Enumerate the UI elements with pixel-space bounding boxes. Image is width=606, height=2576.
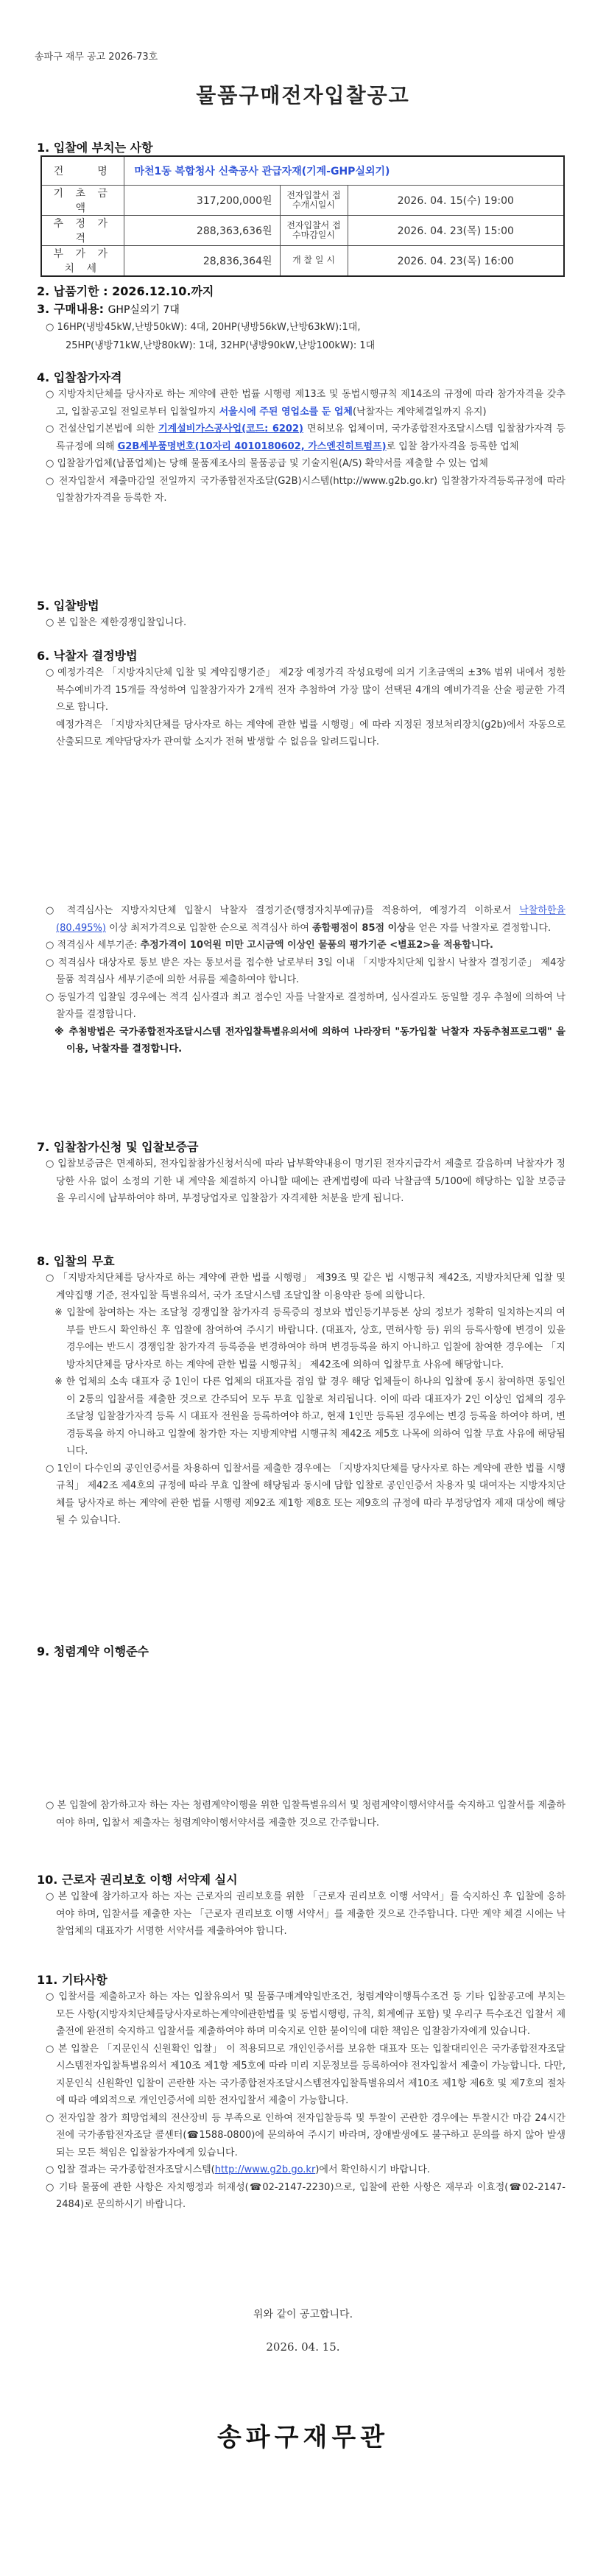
publication-number: 송파구 재무 공고 2026-73호: [35, 52, 158, 63]
section-3-title: [37, 300, 180, 317]
estimated-price-value: 288,363,636원: [124, 215, 280, 245]
opening-label: 개 찰 일 시: [280, 245, 348, 276]
bid-start-value: 2026. 04. 15(수) 19:00: [348, 185, 564, 215]
section-3-heading: 3. 구매내용:: [37, 302, 108, 316]
opening-value: 2026. 04. 23(목) 16:00: [348, 245, 564, 276]
award-note: ※ 추첨방법은 국가종합전자조달시스템 전자입찰특별유의서에 의하여 나라장터 "동가입찰 낙찰자 자동추첨프로그램" 을 이용, 낙찰자를 결정합니다.: [54, 1026, 566, 1055]
bid-start-label: 전자입찰서 접수개시일시: [280, 185, 348, 215]
section-1-title: 1. 입찰에 부치는 사항: [37, 141, 153, 155]
qual-item-4: ○ 전자입찰서 제출마감일 전일까지 국가종합전자조달(G2B)시스템(http://www.g2b.go.kr) 입찰참가자격등록규정에 따라 입찰참가자격을 등록한 자.: [46, 475, 566, 504]
qual-item-1: ○ 지방자치단체를 당사자로 하는 계약에 관한 법률 시행령 제13조 및 동법시행규칙 제14조의 규정에 따라 참가자격을 갖추고, 입찰공고일 전일로부터 입찰일까지 서울시에 주된 영업소를 둔 업체(낙찰자는 계약체결일까지 유지): [46, 389, 566, 418]
section-7-body: [46, 1155, 566, 1208]
section-6-title: 6. 낙찰자 결정방법: [37, 649, 138, 663]
qual-item-3: ○ 입찰참가업체(납품업체)는 당해 물품제조사의 물품공급 및 기술지원(A/S) 확약서를 제출할 수 있는 업체: [46, 458, 488, 469]
award-item-2: 예정가격은 「지방자치단체를 당사자로 하는 계약에 관한 법률 시행령」에 따라 지정된 정보처리장치(g2b)에서 자동으로 산출되므로 계약담당자가 관여할 소지가 전혀 발생할 수 없음을 알려드립니다.: [56, 719, 566, 747]
project-value: 마천1동 복합청사 신축공사 관급자재(기계-GHP실외기): [124, 156, 564, 185]
section-5-title: 5. 입찰방법: [37, 599, 99, 613]
vat-value: 28,836,364원: [124, 245, 280, 276]
section-8-body: [46, 1270, 566, 1530]
base-amount-value: 317,200,000원: [124, 185, 280, 215]
award-item-3: ○ 적격심사는 지방자치단체 입찰시 낙찰자 결정기준(행정자치부예규)를 적용하여, 예정가격 이하로서 낙찰하한율(80.495%) 이상 최저가격으로 입찰한 순으로 적격심사 하여 종합평점이 85점 이상을 얻은 자를 낙찰자로 결정합니다.: [46, 905, 566, 934]
invalid-note-1: ※ 입찰에 참여하는 자는 조달청 경쟁입찰 참가자격 등록증의 정보와 법인등기부등본 상의 정보가 정확히 일치하는지의 여부를 반드시 확인하신 후 입찰에 참여하여 주시기 바랍니다. (대표자, 상호, 면허사항 등) 위의 등록사항에 변경이 있을 경우에는 반드시 경쟁입찰 참가자격 등록증을 변경하여야 하며 변경등록을 하지 아니하고 입찰에 참여한 경우에는 「지방자치단체를 당사자로 하는 계약에 관한 법률 시행규칙」 제42조에 의하여 입찰무효 사유에 해당합니다.: [54, 1307, 566, 1370]
spec-line-2: 25HP(냉방71kW,난방80kW): 1대, 32HP(냉방90kW,난방100kW): 1대: [66, 340, 376, 351]
section-11-body: [46, 1988, 566, 2214]
vat-label: 부 가 가 치 세: [41, 245, 124, 276]
invalid-item-1: ○ 「지방자치단체를 당사자로 하는 계약에 관한 법률 시행령」 제39조 및 같은 법 시행규칙 제42조, 지방자치단체 입찰 및 계약집행 기준, 전자입찰 특별유의서, 국가 조달시스템 조달입찰 이용약관 등에 의합니다.: [46, 1273, 566, 1301]
section-4-body: [46, 386, 566, 507]
deposit-text: ○ 입찰보증금은 면제하되, 전자입찰참가신청서식에 따라 납부확약내용이 명기된 전자지급각서 제출로 갈음하며 낙찰자가 정당한 사유 없이 소정의 기한 내 계약을 체결하지 아니할 때에는 관계법령에 따라 낙찰금액 5/100에 해당하는 입찰 보증금을 우리시에 납부하여야 하며, 부정당업자로 입찰참가 자격제한 처분을 받게 됩니다.: [46, 1158, 566, 1204]
integrity-text: ○ 본 입찰에 참가하고자 하는 자는 청렴계약이행을 위한 입찰특별유의서 및 청렴계약이행서약서를 숙지하고 입찰서를 제출하여야 하며, 입찰서 제출자는 청렴계약이행서약서를 제출한 것으로 간주합니다.: [46, 1800, 566, 1829]
section-7-title: 7. 입찰참가신청 및 입찰보증금: [37, 1140, 199, 1154]
bid-end-value: 2026. 04. 23(목) 15:00: [348, 215, 564, 245]
section-3-summary: GHP실외기 7대: [108, 304, 180, 316]
page-title: 물품구매전자입찰공고: [196, 83, 410, 108]
section-4-title: 4. 입찰참가자격: [37, 370, 122, 384]
invalid-note-2: ※ 한 업체의 소속 대표자 중 1인이 다른 업체의 대표자를 겸임 할 경우 해당 업체들이 하나의 입찰에 동시 참여하면 동일인이 2통의 입찰서를 제출한 것으로 간주되어 모두 무효 입찰로 처리됩니다. 이에 따라 대표자가 2인 이상인 업체의 경우 조달청 입찰참가자격 등록 시 대표자 전원을 등록하여야 하고, 현재 1인만 등록된 경우에는 변경 등록을 하여야 하며, 변경등록을 하지 아니하고 입찰에 참가한 자는 지방계약법 시행규칙 제42조 제5호 나목에 의하여 입찰 무효 사유에 해당됩니다.: [54, 1376, 566, 1457]
qual-item-2: ○ 건설산업기본법에 의한 기계설비가스공사업(코드: 6202) 면허보유 업체이며, 국가종합전자조달시스템 입찰참가자격 등록규정에 의해 G2B세부품명번호(10자리 4010180602, 가스엔진히트펌프)로 입찰 참가자격을 등록한 업체: [46, 423, 566, 452]
bid-end-label: 전자입찰서 접수마감일시: [280, 215, 348, 245]
section-9-body: [46, 1797, 566, 1831]
misc-item-3: ○ 전자입찰 참가 희망업체의 전산장비 등 부족으로 인하여 전자입찰등록 및 투찰이 곤란한 경우에는 투찰시간 마감 24시간 전에 국가종합전자조달 콜센터(☎1588-0800)에 문의하여 주시기 바라며, 장애발생에도 불구하고 문의를 하지 않아 발생되는 모든 책임은 입찰참가자에게 있습니다.: [46, 2112, 566, 2158]
misc-item-5: ○ 기타 물품에 관한 사항은 자치행정과 허재성(☎02-2147-2230)으로, 입찰에 관한 사항은 재무과 이효정(☎02-2147-2484)로 문의하시기 바랍니다.: [46, 2181, 566, 2210]
estimated-price-label: 추 정 가 격: [41, 215, 124, 245]
spec-line-1: ○ 16HP(냉방45kW,난방50kW): 4대, 20HP(냉방56kW,난방63kW):1대,: [46, 322, 361, 333]
base-amount-label: 기 초 금 액: [41, 185, 124, 215]
notice-date: 2026. 04. 15.: [266, 2340, 340, 2354]
method-text: ○ 본 입찰은 제한경쟁입찰입니다.: [46, 617, 187, 628]
project-label: 건 명: [41, 156, 124, 185]
award-item-5: ○ 적격심사 대상자로 통보 받은 자는 통보서를 접수한 날로부터 3일 이내 「지방자치단체 입찰시 낙찰자 결정기준」 제4장 물품 적격심사 세부기준에 의한 서류를 제출하여야 합니다.: [46, 957, 566, 985]
labor-rights-text: ○ 본 입찰에 참가하고자 하는 자는 근로자의 권리보호를 위한 「근로자 권리보호 이행 서약서」를 숙지하신 후 입찰에 응하여야 하며, 입찰서를 제출한 자는 「근로자 권리보호 이행 서약서」를 제출한 것으로 간주합니다. 다만 계약 체결 시에는 낙찰업체의 대표자가 서명한 서약서를 제출하여야 합니다.: [46, 1891, 566, 1937]
misc-item-1: ○ 입찰서를 제출하고자 하는 자는 입찰유의서 및 물품구매계약일반조건, 청렴계약이행특수조건 등 기타 입찰공고에 부치는 모든 사항(지방자치단체를당사자로하는계약에관한법률 및 동법시행령, 규칙, 회계예규 포함) 및 우리구 특수조건 입찰서 제출전에 완전히 숙지하고 입찰서를 제출하여야 하며 미숙지로 인한 불이익에 대한 책임은 입찰참가자에게 있습니다.: [46, 1991, 566, 2037]
g2b-link[interactable]: http://www.g2b.go.kr: [214, 2164, 316, 2175]
award-item-1: ○ 예정가격은 「지방자치단체 입찰 및 계약집행기준」 제2장 예정가격 작성요령에 의거 기초금액의 ±3% 범위 내에서 정한 복수예비가격 15개를 작성하여 입찰참가자가 2개씩 전자 추첨하여 가장 많이 선택된 4개의 예비가격을 산술 평균한 가격으로 합니다.: [46, 667, 566, 713]
section-10-body: [46, 1888, 566, 1940]
section-11-title: 11. 기타사항: [37, 1973, 108, 1987]
award-item-6: ○ 동일가격 입찰일 경우에는 적격 심사결과 최고 점수인 자를 낙찰자로 결정하며, 심사결과도 동일할 경우 추첨에 의하여 낙찰자를 결정합니다.: [46, 991, 566, 1020]
issuer-name: 송파구재무관: [216, 2423, 390, 2452]
closing-text: 위와 같이 공고합니다.: [253, 2309, 353, 2320]
section-9-title: 9. 청렴계약 이행준수: [37, 1644, 149, 1658]
section-2-title: 2. 납품기한 : 2026.12.10.까지: [37, 284, 214, 298]
section-6-body-b: [46, 902, 566, 1058]
invalid-item-2: ○ 1인이 다수인의 공인인증서를 차용하여 입찰서를 제출한 경우에는 「지방자치단체를 당사자로 하는 계약에 관한 법률 시행규칙」 제42조 제4호의 규정에 따라 무효 입찰에 해당됨과 동시에 담합 입찰로 공인인증서 차용자 및 대여자는 지방자치단체를 당사자로 하는 계약에 관한 법률 시행령 제92조 제1항 제8호 또는 제9호의 규정에 따라 부정당업자 제재 대상에 해당될 수 있습니다.: [46, 1463, 566, 1526]
bid-info-table: [40, 155, 565, 277]
misc-item-2: ○ 본 입찰은 「지문인식 신원확인 입찰」 이 적용되므로 개인인증서를 보유한 대표자 또는 입찰대리인은 국가종합전자조달시스템전자입찰특별유의서 제10조 제1항 제5호에 따라 미리 지문정보를 등록하여야 전자입찰서 제출이 가능합니다. 다만, 지문인식 신원확인 입찰이 곤란한 자는 국가종합전자조달시스템전자입찰특별유의서 제10조 제1항 제6호 및 제7호의 절차에 따라 예외적으로 개인인증서에 의한 전자입찰서 제출이 가능합니다.: [46, 2043, 566, 2106]
misc-item-4: ○ 입찰 결과는 국가종합전자조달시스템(http://www.g2b.go.kr)에서 확인하시기 바랍니다.: [46, 2164, 430, 2175]
section-6-body-a: [46, 664, 566, 751]
award-item-4: ○ 적격심사 세부기준: 추정가격이 10억원 미만 고시금액 이상인 물품의 평가기준 <별표2>을 적용합니다.: [46, 940, 493, 951]
section-10-title: 10. 근로자 권리보호 이행 서약제 실시: [37, 1873, 238, 1887]
section-8-title: 8. 입찰의 무효: [37, 1254, 115, 1268]
